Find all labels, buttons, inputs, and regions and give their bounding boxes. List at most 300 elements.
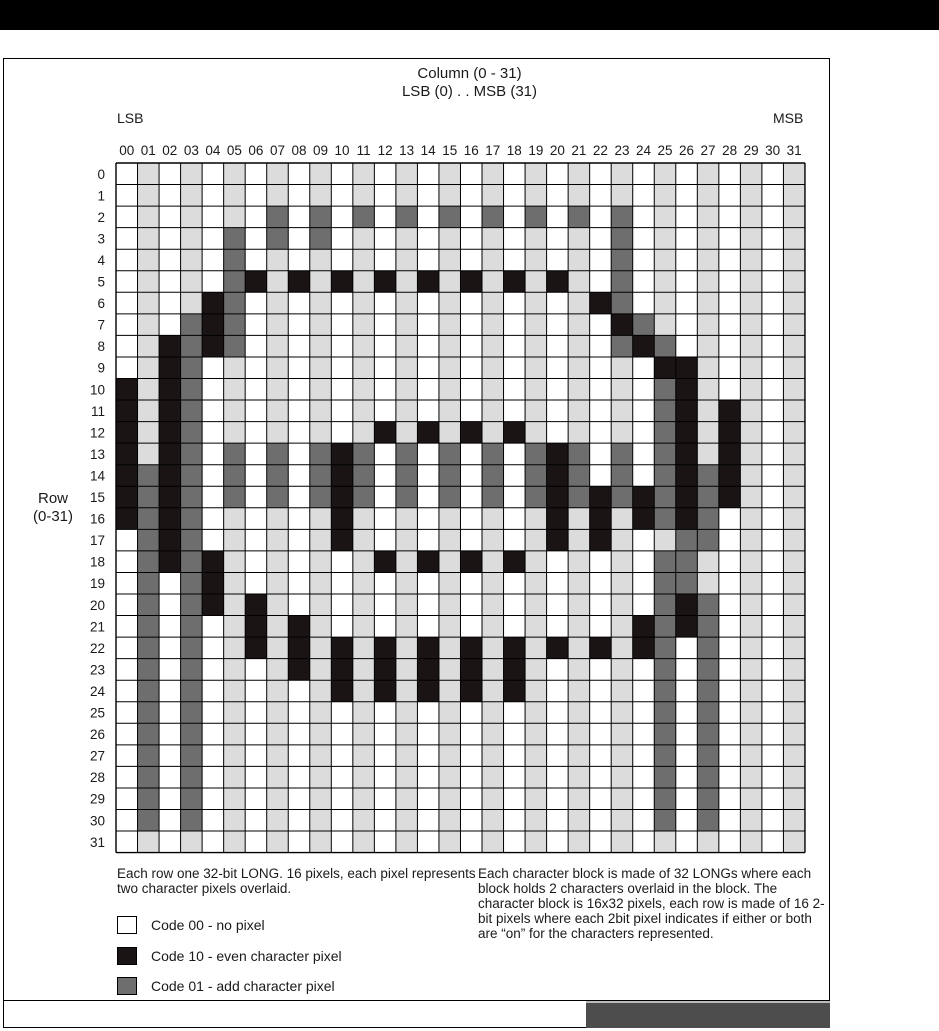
pixel-cell — [568, 422, 590, 444]
pixel-cell — [181, 766, 203, 788]
pixel-cell — [504, 680, 526, 702]
pixel-cell — [116, 680, 138, 702]
row-number-label: 5 — [97, 274, 105, 290]
legend-item-code10 — [117, 945, 342, 967]
pixel-cell — [460, 745, 482, 767]
pixel-cell — [525, 508, 547, 530]
pixel-cell — [547, 831, 569, 853]
pixel-cell — [590, 357, 612, 379]
pixel-cell — [762, 788, 784, 810]
pixel-cell — [138, 443, 160, 465]
pixel-cell — [762, 443, 784, 465]
pixel-cell — [439, 400, 461, 422]
pixel-cell — [654, 831, 676, 853]
pixel-cell — [525, 551, 547, 573]
pixel-cell — [504, 357, 526, 379]
pixel-cell — [590, 400, 612, 422]
pixel-cell — [353, 723, 375, 745]
pixel-cell — [267, 616, 289, 638]
pixel-cell — [740, 723, 762, 745]
pixel-cell — [396, 659, 418, 681]
pixel-cell — [525, 486, 547, 508]
pixel-cell — [439, 443, 461, 465]
pixel-cell — [310, 357, 332, 379]
row-number-label: 10 — [89, 382, 105, 398]
pixel-cell — [740, 163, 762, 185]
pixel-cell — [138, 400, 160, 422]
pixel-cell — [439, 185, 461, 207]
pixel-cell — [568, 788, 590, 810]
pixel-cell — [396, 443, 418, 465]
pixel-cell — [633, 659, 655, 681]
column-title: Column (0 - 31) — [417, 65, 522, 82]
pixel-cell — [181, 551, 203, 573]
pixel-cell — [439, 745, 461, 767]
pixel-cell — [504, 379, 526, 401]
pixel-cell — [181, 594, 203, 616]
pixel-cell — [159, 228, 181, 250]
pixel-cell — [116, 831, 138, 853]
pixel-cell — [159, 551, 181, 573]
pixel-cell — [138, 594, 160, 616]
pixel-cell — [353, 292, 375, 314]
pixel-cell — [374, 163, 396, 185]
pixel-cell — [202, 745, 224, 767]
pixel-cell — [525, 357, 547, 379]
pixel-cell — [740, 206, 762, 228]
pixel-cell — [374, 292, 396, 314]
pixel-cell — [590, 745, 612, 767]
pixel-cell — [439, 637, 461, 659]
pixel-cell — [138, 228, 160, 250]
pixel-cell — [525, 659, 547, 681]
pixel-cell — [224, 723, 246, 745]
pixel-cell — [288, 723, 310, 745]
pixel-cell — [547, 379, 569, 401]
pixel-cell — [310, 659, 332, 681]
pixel-cell — [116, 379, 138, 401]
row-number-label: 30 — [89, 813, 105, 829]
pixel-cell — [116, 637, 138, 659]
pixel-cell — [396, 529, 418, 551]
pixel-cell — [633, 335, 655, 357]
pixel-cell — [654, 185, 676, 207]
pixel-cell — [417, 508, 439, 530]
pixel-cell — [568, 249, 590, 271]
pixel-cell — [482, 206, 504, 228]
pixel-cell — [159, 486, 181, 508]
pixel-cell — [697, 551, 719, 573]
pixel-cell — [633, 702, 655, 724]
pixel-cell — [676, 680, 698, 702]
pixel-cell — [547, 745, 569, 767]
pixel-cell — [353, 163, 375, 185]
column-label: 17 — [485, 143, 501, 158]
pixel-cell — [181, 637, 203, 659]
pixel-cell — [245, 529, 267, 551]
row-number-label: 25 — [89, 705, 105, 721]
pixel-cell — [460, 766, 482, 788]
pixel-cell — [224, 637, 246, 659]
pixel-cell — [762, 616, 784, 638]
pixel-cell — [159, 292, 181, 314]
pixel-cell — [439, 206, 461, 228]
pixel-cell — [224, 163, 246, 185]
pixel-cell — [482, 422, 504, 444]
pixel-cell — [547, 206, 569, 228]
pixel-cell — [245, 314, 267, 336]
pixel-cell — [245, 766, 267, 788]
pixel-cell — [224, 486, 246, 508]
pixel-cell — [202, 443, 224, 465]
pixel-cell — [331, 422, 353, 444]
pixel-cell — [288, 810, 310, 832]
pixel-cell — [590, 637, 612, 659]
pixel-cell — [740, 745, 762, 767]
pixel-cell — [396, 810, 418, 832]
pixel-cell — [181, 616, 203, 638]
pixel-cell — [611, 637, 633, 659]
pixel-cell — [504, 185, 526, 207]
pixel-cell — [460, 292, 482, 314]
pixel-cell — [611, 723, 633, 745]
pixel-cell — [676, 486, 698, 508]
pixel-cell — [353, 572, 375, 594]
pixel-cell — [181, 529, 203, 551]
pixel-cell — [762, 486, 784, 508]
pixel-cell — [460, 314, 482, 336]
pixel-cell — [202, 249, 224, 271]
pixel-cell — [396, 616, 418, 638]
pixel-cell — [331, 572, 353, 594]
pixel-cell — [353, 616, 375, 638]
pixel-cell — [525, 271, 547, 293]
pixel-cell — [245, 723, 267, 745]
pixel-cell — [310, 228, 332, 250]
pixel-cell — [676, 271, 698, 293]
pixel-cell — [224, 357, 246, 379]
pixel-cell — [288, 659, 310, 681]
pixel-cell — [762, 508, 784, 530]
pixel-cell — [159, 185, 181, 207]
row-number-label: 14 — [89, 468, 105, 484]
pixel-cell — [697, 379, 719, 401]
pixel-cell — [676, 465, 698, 487]
pixel-cell — [224, 292, 246, 314]
pixel-cell — [331, 400, 353, 422]
pixel-cell — [719, 659, 741, 681]
pixel-cell — [504, 400, 526, 422]
pixel-cell — [159, 422, 181, 444]
pixel-cell — [460, 616, 482, 638]
pixel-cell — [331, 508, 353, 530]
pixel-cell — [654, 637, 676, 659]
pixel-cell — [159, 831, 181, 853]
row-number-label: 7 — [97, 317, 105, 333]
pixel-cell — [245, 206, 267, 228]
column-label: 21 — [571, 143, 587, 158]
pixel-cell — [590, 551, 612, 573]
pixel-cell — [547, 680, 569, 702]
pixel-cell — [288, 443, 310, 465]
pixel-cell — [439, 680, 461, 702]
pixel-cell — [633, 249, 655, 271]
pixel-cell — [288, 594, 310, 616]
pixel-cell — [396, 465, 418, 487]
pixel-cell — [783, 637, 805, 659]
pixel-cell — [116, 465, 138, 487]
pixel-cell — [460, 271, 482, 293]
pixel-cell — [697, 616, 719, 638]
pixel-cell — [417, 831, 439, 853]
pixel-cell — [310, 379, 332, 401]
note-left: Each row one 32-bit LONG. 16 pixels, each pixel represents two character pixels overlaid. — [117, 866, 476, 896]
pixel-cell — [783, 723, 805, 745]
pixel-cell — [719, 228, 741, 250]
pixel-cell — [288, 228, 310, 250]
row-number-label: 23 — [89, 662, 105, 678]
pixel-cell — [676, 163, 698, 185]
pixel-cell — [331, 292, 353, 314]
pixel-cell — [202, 659, 224, 681]
pixel-cell — [633, 766, 655, 788]
pixel-cell — [654, 422, 676, 444]
pixel-cell — [676, 443, 698, 465]
pixel-cell — [396, 486, 418, 508]
pixel-cell — [374, 766, 396, 788]
pixel-cell — [288, 185, 310, 207]
pixel-cell — [654, 659, 676, 681]
pixel-cell — [590, 292, 612, 314]
pixel-cell — [267, 185, 289, 207]
pixel-cell — [331, 314, 353, 336]
pixel-cell — [245, 486, 267, 508]
pixel-cell — [288, 529, 310, 551]
pixel-cell — [719, 292, 741, 314]
pixel-cell — [224, 443, 246, 465]
pixel-cell — [224, 766, 246, 788]
pixel-cell — [439, 616, 461, 638]
pixel-cell — [224, 702, 246, 724]
pixel-cell — [676, 228, 698, 250]
pixel-cell — [439, 723, 461, 745]
pixel-cell — [547, 637, 569, 659]
pixel-cell — [417, 723, 439, 745]
pixel-cell — [654, 206, 676, 228]
pixel-cell — [159, 702, 181, 724]
pixel-cell — [374, 594, 396, 616]
pixel-cell — [633, 465, 655, 487]
pixel-cell — [116, 745, 138, 767]
pixel-cell — [116, 810, 138, 832]
row-number-label: 28 — [89, 770, 105, 786]
pixel-cell — [331, 831, 353, 853]
pixel-cell — [267, 508, 289, 530]
pixel-cell — [525, 594, 547, 616]
pixel-cell — [417, 314, 439, 336]
column-label: 18 — [506, 143, 522, 158]
pixel-cell — [719, 551, 741, 573]
pixel-cell — [633, 529, 655, 551]
pixel-cell — [611, 271, 633, 293]
row-number-label: 3 — [97, 231, 105, 247]
pixel-cell — [697, 508, 719, 530]
pixel-cell — [374, 659, 396, 681]
pixel-cell — [288, 486, 310, 508]
row-number-label: 16 — [89, 511, 105, 527]
pixel-cell — [138, 508, 160, 530]
pixel-cell — [590, 163, 612, 185]
pixel-cell — [353, 637, 375, 659]
pixel-cell — [676, 379, 698, 401]
pixel-cell — [159, 400, 181, 422]
pixel-cell — [460, 831, 482, 853]
pixel-cell — [676, 594, 698, 616]
pixel-cell — [181, 572, 203, 594]
pixel-cell — [719, 745, 741, 767]
pixel-cell — [740, 702, 762, 724]
pixel-cell — [202, 228, 224, 250]
pixel-cell — [288, 163, 310, 185]
pixel-cell — [783, 659, 805, 681]
pixel-cell — [740, 249, 762, 271]
pixel-cell — [331, 810, 353, 832]
pixel-cell — [417, 400, 439, 422]
pixel-cell — [504, 572, 526, 594]
pixel-cell — [676, 508, 698, 530]
pixel-cell — [611, 163, 633, 185]
pixel-cell — [590, 465, 612, 487]
pixel-cell — [417, 788, 439, 810]
pixel-cell — [116, 228, 138, 250]
pixel-cell — [267, 766, 289, 788]
column-label: 02 — [162, 143, 178, 158]
pixel-cell — [654, 443, 676, 465]
pixel-cell — [138, 422, 160, 444]
pixel-cell — [353, 465, 375, 487]
legend-item-code01 — [117, 975, 335, 997]
pixel-cell — [374, 335, 396, 357]
pixel-cell — [783, 745, 805, 767]
pixel-cell — [138, 637, 160, 659]
pixel-cell — [396, 551, 418, 573]
row-labels — [90, 167, 106, 850]
pixel-cell — [224, 810, 246, 832]
pixel-cell — [439, 465, 461, 487]
pixel-cell — [525, 831, 547, 853]
pixel-cell — [267, 314, 289, 336]
pixel-cell — [719, 594, 741, 616]
pixel-cell — [740, 616, 762, 638]
pixel-cell — [611, 810, 633, 832]
pixel-cell — [245, 465, 267, 487]
pixel-cell — [762, 357, 784, 379]
msb-label: MSB — [773, 110, 804, 126]
pixel-cell — [267, 357, 289, 379]
pixel-cell — [611, 680, 633, 702]
column-label: 01 — [140, 143, 156, 158]
pixel-cell — [482, 637, 504, 659]
pixel-cell — [331, 680, 353, 702]
pixel-cell — [611, 335, 633, 357]
pixel-cell — [762, 637, 784, 659]
pixel-cell — [633, 422, 655, 444]
pixel-cell — [654, 810, 676, 832]
pixel-cell — [740, 357, 762, 379]
pixel-cell — [460, 379, 482, 401]
pixel-cell — [568, 616, 590, 638]
pixel-cell — [439, 335, 461, 357]
pixel-cell — [288, 702, 310, 724]
pixel-cell — [116, 249, 138, 271]
pixel-cell — [482, 810, 504, 832]
pixel-cell — [547, 314, 569, 336]
pixel-cell — [224, 249, 246, 271]
pixel-cell — [331, 659, 353, 681]
pixel-cell — [504, 271, 526, 293]
column-label: 08 — [291, 143, 307, 158]
pixel-cell — [116, 206, 138, 228]
pixel-cell — [374, 422, 396, 444]
pixel-cell — [288, 766, 310, 788]
pixel-cell — [374, 465, 396, 487]
pixel-cell — [396, 228, 418, 250]
pixel-cell — [245, 745, 267, 767]
pixel-cell — [460, 357, 482, 379]
pixel-cell — [719, 314, 741, 336]
pixel-cell — [331, 637, 353, 659]
pixel-cell — [396, 400, 418, 422]
pixel-cell — [654, 400, 676, 422]
pixel-cell — [138, 788, 160, 810]
column-label: 03 — [183, 143, 199, 158]
pixel-cell — [697, 594, 719, 616]
pixel-cell — [417, 185, 439, 207]
pixel-cell — [224, 529, 246, 551]
pixel-cell — [353, 314, 375, 336]
pixel-cell — [439, 659, 461, 681]
pixel-cell — [181, 185, 203, 207]
pixel-cell — [396, 357, 418, 379]
pixel-cell — [310, 486, 332, 508]
pixel-cell — [590, 766, 612, 788]
pixel-cell — [611, 249, 633, 271]
pixel-cell — [482, 702, 504, 724]
pixel-cell — [159, 788, 181, 810]
pixel-cell — [310, 508, 332, 530]
pixel-cell — [116, 335, 138, 357]
pixel-cell — [568, 594, 590, 616]
pixel-cell — [245, 659, 267, 681]
pixel-cell — [116, 788, 138, 810]
pixel-cell — [267, 465, 289, 487]
pixel-cell — [719, 637, 741, 659]
pixel-cell — [138, 766, 160, 788]
pixel-cell — [159, 206, 181, 228]
pixel-cell — [590, 379, 612, 401]
pixel-cell — [676, 572, 698, 594]
pixel-cell — [568, 443, 590, 465]
pixel-cell — [310, 788, 332, 810]
pixel-cell — [138, 745, 160, 767]
pixel-cell — [719, 271, 741, 293]
pixel-cell — [719, 400, 741, 422]
pixel-cell — [504, 206, 526, 228]
pixel-cell — [396, 508, 418, 530]
pixel-cell — [116, 185, 138, 207]
pixel-cell — [460, 335, 482, 357]
pixel-cell — [224, 206, 246, 228]
